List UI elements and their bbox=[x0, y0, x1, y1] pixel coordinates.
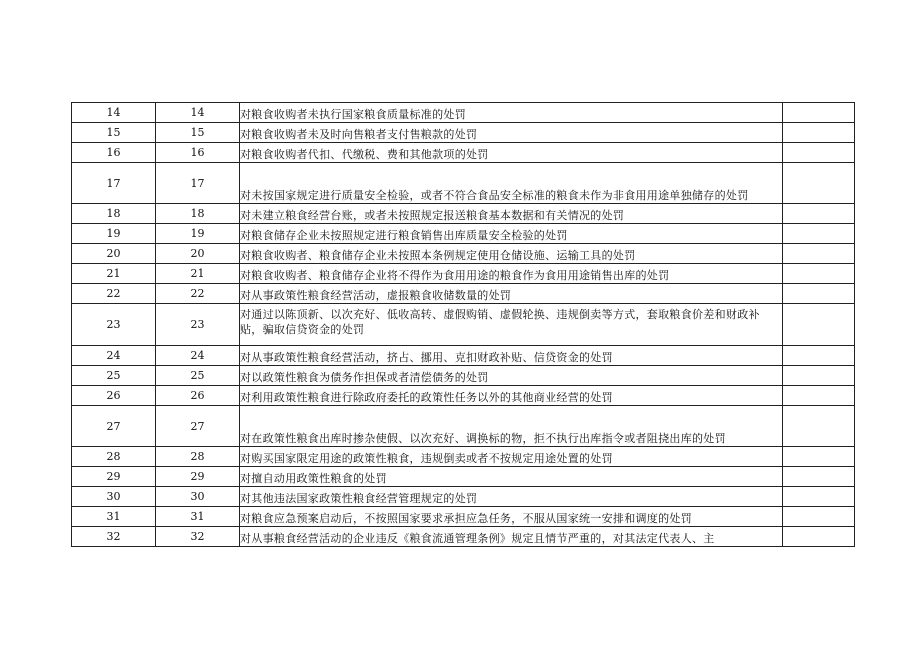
row-empty-cell bbox=[783, 304, 855, 346]
row-sequence-number: 20 bbox=[72, 244, 156, 264]
table-row bbox=[72, 143, 855, 163]
row-penalty-item: 对粮食收购者、粮食储存企业未按照本条例规定使用仓储设施、运输工具的处罚 bbox=[240, 244, 783, 264]
table-row bbox=[72, 304, 855, 346]
row-penalty-item: 对擅自动用政策性粮食的处罚 bbox=[240, 467, 783, 487]
row-penalty-item: 对粮食应急预案启动后，不按照国家要求承担应急任务，不服从国家统一安排和调度的处罚 bbox=[240, 507, 783, 527]
row-empty-cell bbox=[783, 406, 855, 447]
table-row bbox=[72, 284, 855, 304]
table-row bbox=[72, 386, 855, 406]
row-empty-cell bbox=[783, 224, 855, 244]
row-sequence-number: 24 bbox=[72, 346, 156, 366]
row-penalty-item: 对通过以陈顶新、以次充好、低收高转、虚假购销、虚假轮换、违规倒卖等方式，套取粮食价差和财政补贴，骗取信贷资金的处罚 bbox=[240, 304, 783, 346]
row-sequence-number: 28 bbox=[72, 447, 156, 467]
row-empty-cell bbox=[783, 103, 855, 123]
row-item-code: 30 bbox=[156, 487, 240, 507]
row-penalty-item: 对粮食收购者未及时向售粮者支付售粮款的处罚 bbox=[240, 123, 783, 143]
row-item-code: 16 bbox=[156, 143, 240, 163]
row-penalty-item: 对粮食储存企业未按照规定进行粮食销售出库质量安全检验的处罚 bbox=[240, 224, 783, 244]
row-item-code: 28 bbox=[156, 447, 240, 467]
row-item-code: 15 bbox=[156, 123, 240, 143]
row-penalty-item: 对其他违法国家政策性粮食经营管理规定的处罚 bbox=[240, 487, 783, 507]
table-row bbox=[72, 204, 855, 224]
row-sequence-number: 15 bbox=[72, 123, 156, 143]
row-empty-cell bbox=[783, 346, 855, 366]
row-item-code: 25 bbox=[156, 366, 240, 386]
table-row bbox=[72, 123, 855, 143]
row-empty-cell bbox=[783, 487, 855, 507]
row-item-code: 27 bbox=[156, 406, 240, 447]
row-item-code: 20 bbox=[156, 244, 240, 264]
row-empty-cell bbox=[783, 527, 855, 547]
row-penalty-item: 对利用政策性粮食进行除政府委托的政策性任务以外的其他商业经营的处罚 bbox=[240, 386, 783, 406]
row-sequence-number: 22 bbox=[72, 284, 156, 304]
row-sequence-number: 27 bbox=[72, 406, 156, 447]
table-row bbox=[72, 487, 855, 507]
row-sequence-number: 19 bbox=[72, 224, 156, 244]
row-empty-cell bbox=[783, 163, 855, 204]
row-penalty-item: 对未建立粮食经营台账，或者未按照规定报送粮食基本数据和有关情况的处罚 bbox=[240, 204, 783, 224]
row-empty-cell bbox=[783, 284, 855, 304]
row-empty-cell bbox=[783, 123, 855, 143]
table-row bbox=[72, 507, 855, 527]
row-sequence-number: 23 bbox=[72, 304, 156, 346]
row-empty-cell bbox=[783, 467, 855, 487]
row-item-code: 29 bbox=[156, 467, 240, 487]
row-penalty-item: 对在政策性粮食出库时掺杂使假、以次充好、调换标的物，拒不执行出库指令或者阻挠出库的处罚 bbox=[240, 406, 783, 447]
row-item-code: 18 bbox=[156, 204, 240, 224]
row-empty-cell bbox=[783, 143, 855, 163]
row-sequence-number: 32 bbox=[72, 527, 156, 547]
row-item-code: 32 bbox=[156, 527, 240, 547]
row-empty-cell bbox=[783, 386, 855, 406]
row-penalty-item: 对购买国家限定用途的政策性粮食，违规倒卖或者不按规定用途处置的处罚 bbox=[240, 447, 783, 467]
row-sequence-number: 29 bbox=[72, 467, 156, 487]
row-sequence-number: 18 bbox=[72, 204, 156, 224]
table-row bbox=[72, 447, 855, 467]
row-item-code: 14 bbox=[156, 103, 240, 123]
table-row bbox=[72, 103, 855, 123]
row-penalty-item: 对以政策性粮食为债务作担保或者清偿债务的处罚 bbox=[240, 366, 783, 386]
row-sequence-number: 30 bbox=[72, 487, 156, 507]
row-empty-cell bbox=[783, 264, 855, 284]
row-penalty-item: 对从事政策性粮食经营活动，虚报粮食收储数量的处罚 bbox=[240, 284, 783, 304]
row-item-code: 23 bbox=[156, 304, 240, 346]
row-item-code: 19 bbox=[156, 224, 240, 244]
row-sequence-number: 14 bbox=[72, 103, 156, 123]
penalty-items-table bbox=[71, 102, 855, 547]
row-penalty-item: 对粮食收购者未执行国家粮食质量标准的处罚 bbox=[240, 103, 783, 123]
row-item-code: 17 bbox=[156, 163, 240, 204]
table-body bbox=[72, 103, 855, 547]
row-empty-cell bbox=[783, 507, 855, 527]
table-row bbox=[72, 467, 855, 487]
row-penalty-item: 对粮食收购者、粮食储存企业将不得作为食用用途的粮食作为食用用途销售出库的处罚 bbox=[240, 264, 783, 284]
row-item-code: 26 bbox=[156, 386, 240, 406]
row-penalty-item: 对从事政策性粮食经营活动，挤占、挪用、克扣财政补贴、信贷资金的处罚 bbox=[240, 346, 783, 366]
table-row bbox=[72, 244, 855, 264]
row-penalty-item: 对未按国家规定进行质量安全检验，或者不符合食品安全标准的粮食未作为非食用用途单独储存的处罚 bbox=[240, 163, 783, 204]
table-row bbox=[72, 346, 855, 366]
row-penalty-item: 对从事粮食经营活动的企业违反《粮食流通管理条例》规定且情节严重的，对其法定代表人、主 bbox=[240, 527, 783, 547]
row-item-code: 21 bbox=[156, 264, 240, 284]
row-sequence-number: 25 bbox=[72, 366, 156, 386]
table-row bbox=[72, 366, 855, 386]
row-sequence-number: 17 bbox=[72, 163, 156, 204]
row-item-code: 24 bbox=[156, 346, 240, 366]
table-row bbox=[72, 264, 855, 284]
row-sequence-number: 31 bbox=[72, 507, 156, 527]
row-penalty-item: 对粮食收购者代扣、代缴税、费和其他款项的处罚 bbox=[240, 143, 783, 163]
table-row bbox=[72, 163, 855, 204]
row-item-code: 31 bbox=[156, 507, 240, 527]
row-sequence-number: 21 bbox=[72, 264, 156, 284]
row-empty-cell bbox=[783, 366, 855, 386]
row-sequence-number: 26 bbox=[72, 386, 156, 406]
row-empty-cell bbox=[783, 447, 855, 467]
table-row bbox=[72, 527, 855, 547]
table-row bbox=[72, 224, 855, 244]
row-empty-cell bbox=[783, 244, 855, 264]
row-empty-cell bbox=[783, 204, 855, 224]
row-sequence-number: 16 bbox=[72, 143, 156, 163]
table-row bbox=[72, 406, 855, 447]
row-item-code: 22 bbox=[156, 284, 240, 304]
